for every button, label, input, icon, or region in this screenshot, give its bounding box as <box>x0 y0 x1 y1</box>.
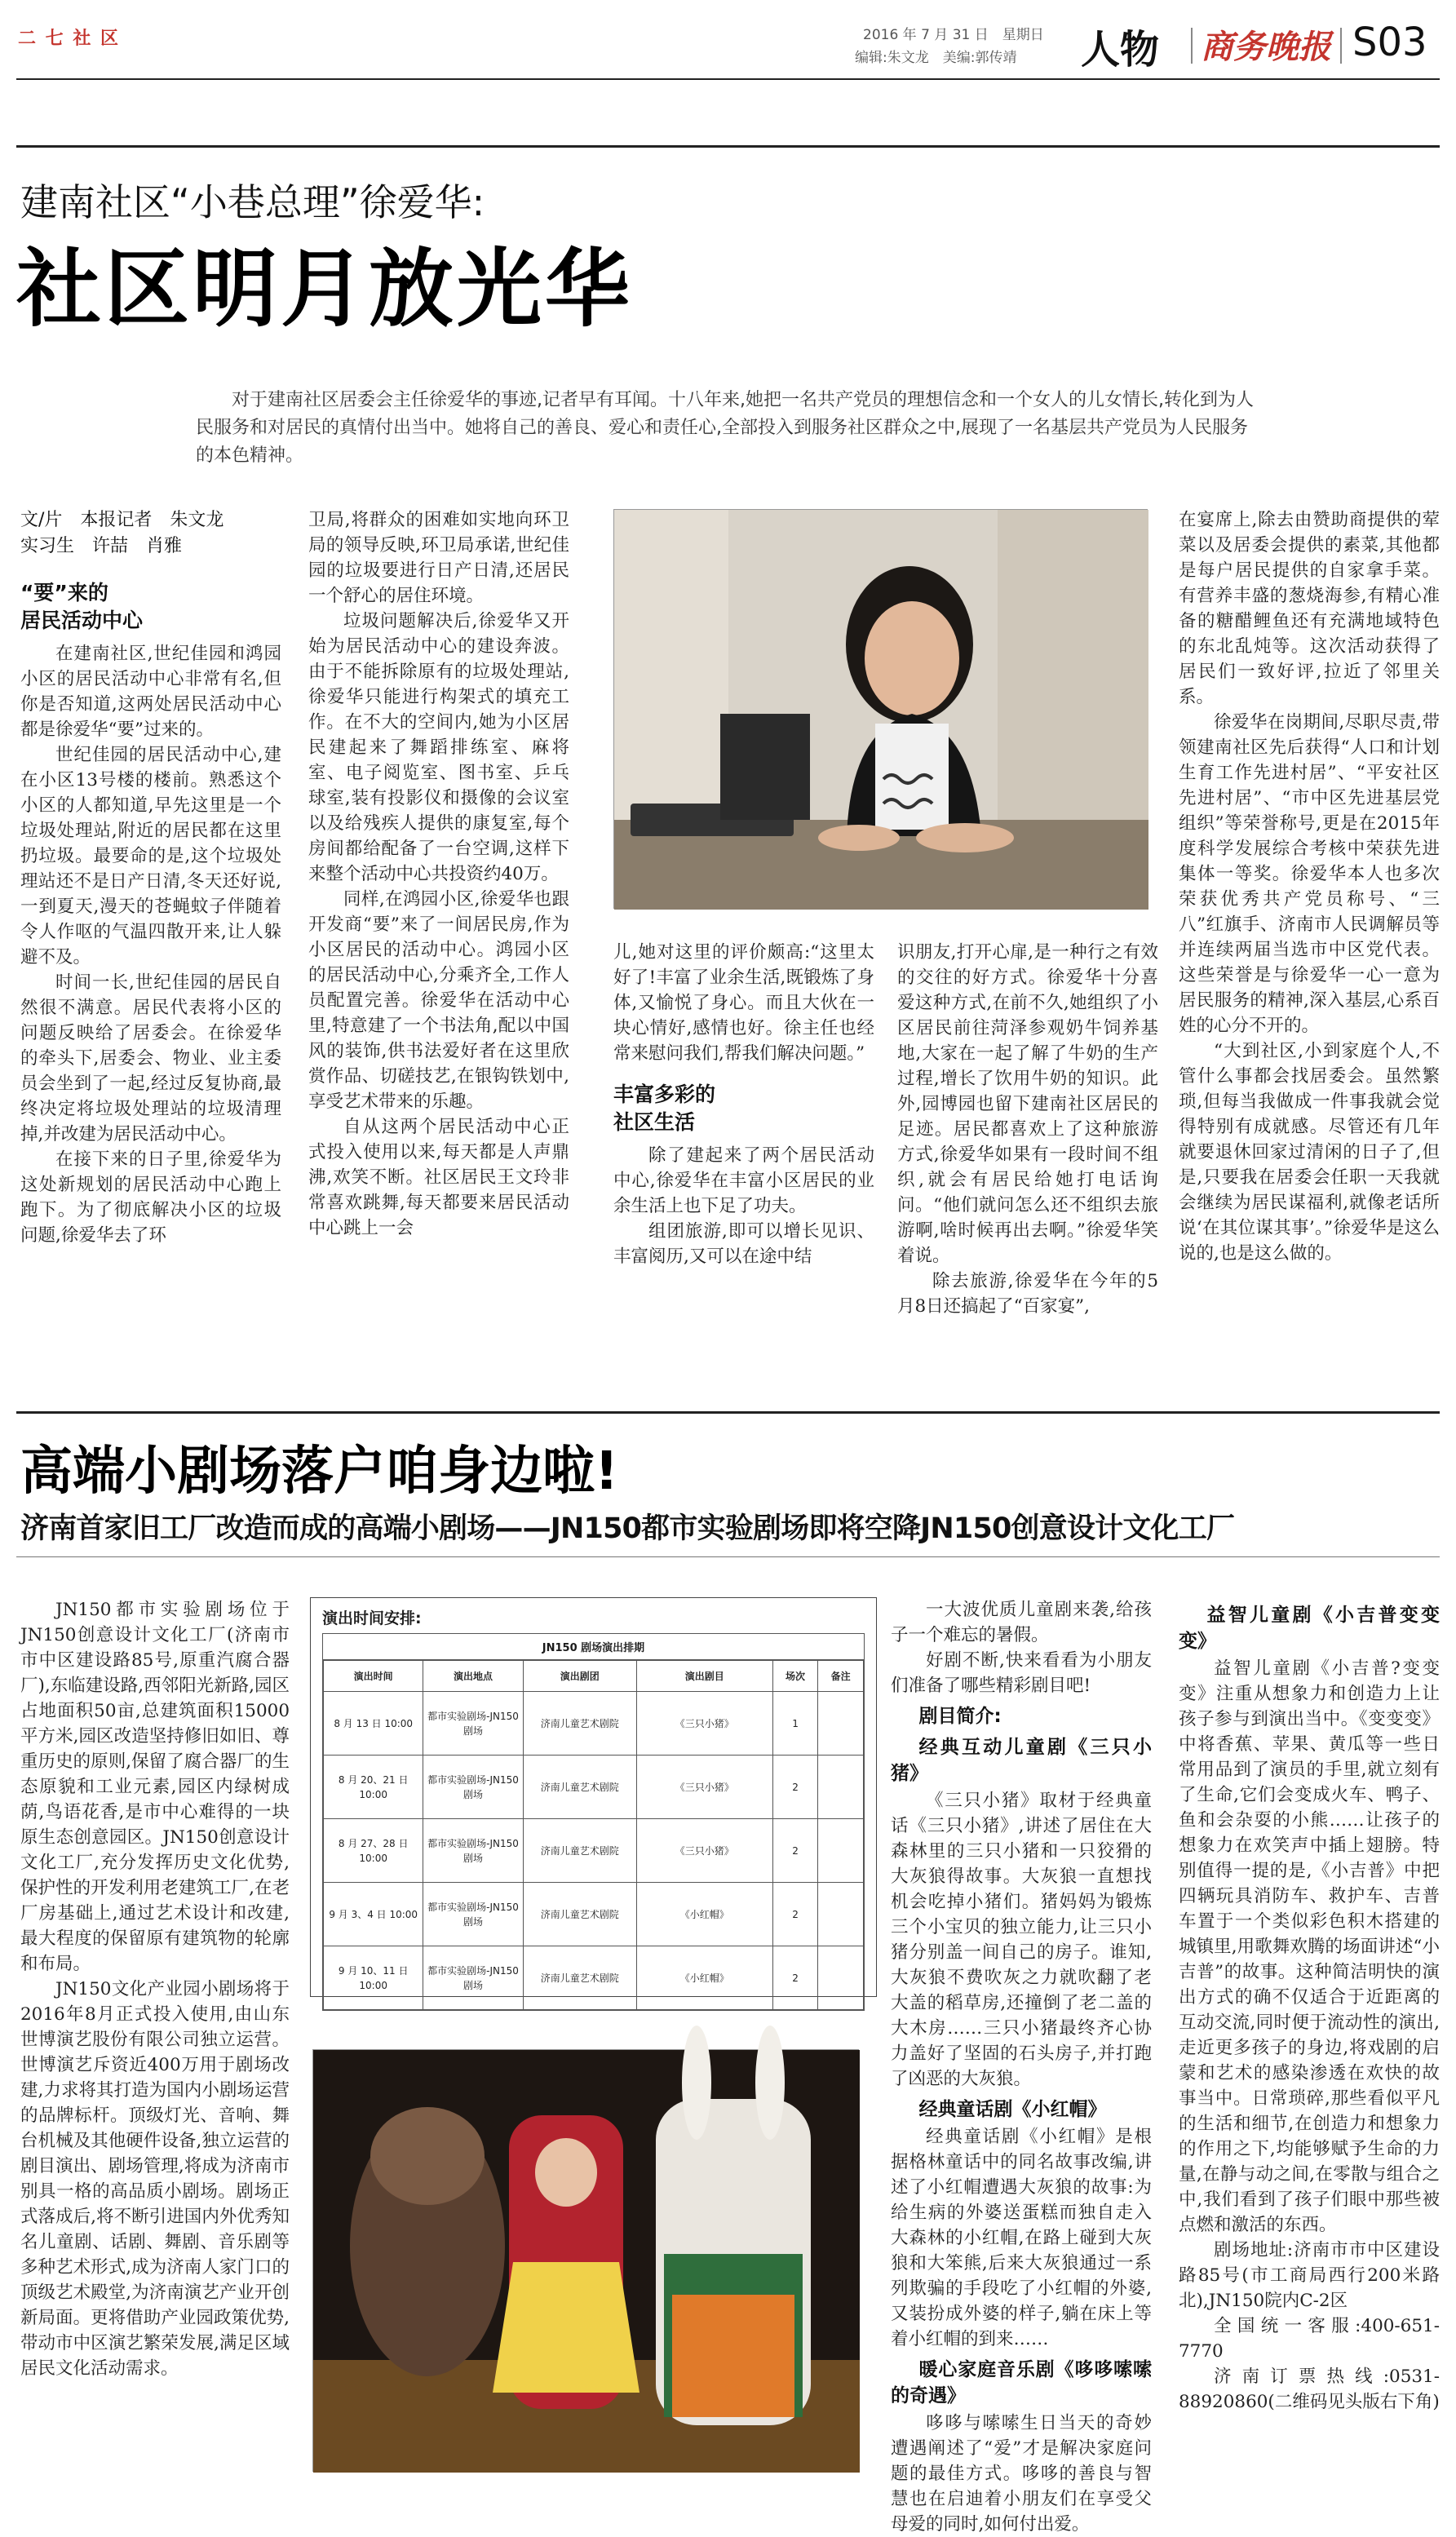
article1-col2 <box>308 507 569 1241</box>
a1-c5-p0: 在宴席上,除去由赞助商提供的荤菜以及居委会提供的素菜,其他都是每户居民提供的自家拿手菜。有营养丰盛的葱烧海参,有精心准备的糖醋鲤鱼还有充满地域特色的东北乱炖等。这次活动获得了居民们一致好评,拉近了邻里关系。 <box>1179 510 1440 707</box>
page-number: S03 <box>1352 20 1427 65</box>
article1-kicker: 建南社区“小巷总理”徐爱华: <box>20 180 485 224</box>
header-divider-1 <box>1191 28 1193 64</box>
cell: 《三只小猪》 <box>636 1692 772 1756</box>
cell: 9 月 10、11 日 10:00 <box>324 1946 423 2010</box>
editors-line: 编辑:朱文龙 美编:郭传靖 <box>855 50 1017 66</box>
table-row <box>324 1883 864 1946</box>
cell: 1 <box>772 1692 818 1756</box>
article1-top-rule <box>16 145 1440 148</box>
table-row <box>324 1756 864 1819</box>
a1-c2-p1: 垃圾问题解决后,徐爱华又开始为居民活动中心的建设奔波。由于不能拆除原有的垃圾处理站,徐爱华只能进行构架式的填充工作。在不大的空间内,她为小区居民建起来了舞蹈排练室、麻将室、电子阅览室、图书室、乒乓球室,装有投影仪和摄像的会议室以及给残疾人提供的康复室,每个房间都给配备了一台空调,这样下来整个活动中心共投资约40万。 <box>308 611 569 884</box>
a1-c5-p2: “大到社区,小到家庭个人,不管什么事都会找居委会。虽然繁琐,但每当我做成一件事我就会觉得特别有成就感。尽管还有几年就要退休回家过清闲的日子了,但是,只要我在居委会任职一天我就会继续为居民谋福利,就像老话所说‘在其位谋其事’。”徐爱华是这么说的,也是这么做的。 <box>1179 1041 1440 1264</box>
stage-photo <box>312 2049 859 2472</box>
cell: 都市实验剧场-JN150 剧场 <box>423 1883 523 1946</box>
cell: 2 <box>772 1819 818 1883</box>
article1-lead: 对于建南社区居委会主任徐爱华的事迹,记者早有耳闻。十八年来,她把一名共产党员的理想信念和一个女人的儿女情长,转化到为人民服务和对居民的真情付出当中。她将自己的善良、爱心和责任心,全部投入到服务社区群众之中,展现了一名基层共产党员为人民服务的本色精神。 <box>196 390 1254 466</box>
a1-c2-p2: 同样,在鸿园小区,徐爱华也跟开发商“要”来了一间居民房,作为小区居民的活动中心。鸿园小区的居民活动中心,分乘齐全,工作人员配置完善。徐爱华在活动中心里,特意建了一个书法角,配以中国风的装饰,供书法爱好者在这里欣赏作品、切磋技艺,在银钩铁划中,享受艺术带来的乐趣。 <box>308 889 569 1112</box>
section-label: 二 七 社 区 <box>18 29 120 49</box>
article2-col4 <box>1179 1597 1440 2415</box>
cell: 济南儿童艺术剧院 <box>523 1883 636 1946</box>
cell <box>818 1946 864 2010</box>
cell: 《三只小猪》 <box>636 1819 772 1883</box>
cell <box>818 1883 864 1946</box>
subheading-1: “要”来的 居民活动中心 <box>20 581 144 632</box>
article2-sub-rule <box>16 1556 1440 1557</box>
article1-col4 <box>897 940 1158 1319</box>
a1-c5-p1: 徐爱华在岗期间,尽职尽责,带领建南社区先后获得“人口和计划生育工作先进村居”、“平安社区先进村居”、“市中区先进基层党组织”等荣誉称号,更是在2015年度科学发展综合考核中荣获先进集体一等奖。徐爱华本人也多次荣获优秀共产党员称号、“三八”红旗手、济南市人民调解员等并连续两届当选市中区党代表。这些荣誉是与徐爱华一心一意为居民服务的精神,深入基层,心系百姓的心分不开的。 <box>1179 712 1440 1036</box>
th-note: 备注 <box>818 1661 864 1692</box>
a1-c3-p1: 除了建起来了两个居民活动中心,徐爱华在丰富小区居民的业余生活上也下足了功夫。 <box>613 1145 874 1216</box>
schedule-table <box>323 1660 864 2010</box>
a1-c4-p0: 识朋友,打开心扉,是一种行之有效的交往的好方式。徐爱华十分喜爱这种方式,在前不久,她组织了小区居民前往菏泽参观奶牛饲养基地,大家在一起了解了牛奶的生产过程,增长了饮用牛奶的知识。此外,园博园也留下建南社区居民的足迹。居民都喜欢上了这种旅游方式,徐爱华如果有一段时间不组织,就会有居民给她打电话询问。“他们就问怎么还不组织去旅游啊,啥时候再出去啊。”徐爱华笑着说。 <box>897 942 1158 1266</box>
cell: 济南儿童艺术剧院 <box>523 1819 636 1883</box>
cell: 8 月 20、21 日 10:00 <box>324 1756 423 1819</box>
cell: 《小红帽》 <box>636 1883 772 1946</box>
article1-col3 <box>613 940 874 1269</box>
show3-title: 暖心家庭音乐剧《哆哆嗦嗦的奇遇》 <box>891 2359 1152 2406</box>
cell <box>818 1756 864 1819</box>
portrait-photo <box>613 509 1148 909</box>
a1-c3-p0: 儿,她对这里的评价颇高:“这里太好了!丰富了业余生活,既锻炼了身体,又愉悦了身心。而且大伙在一块心情好,感情也好。徐主任也经常来慰问我们,帮我们解决问题。” <box>613 942 874 1064</box>
cell: 8 月 27、28 日 10:00 <box>324 1819 423 1883</box>
th-troupe: 演出剧团 <box>523 1661 636 1692</box>
cell: 都市实验剧场-JN150 剧场 <box>423 1692 523 1756</box>
show4-text: 益智儿童剧《小吉普?变变变》注重从想象力和创造力上让孩子参与到演出当中。《变变变》中将香蕉、苹果、黄瓜等一些日常用品到了演员的手里,就立刻有了生命,它们会变成火车、鸭子、鱼和会杂耍的小熊……让孩子的想象力在欢笑声中插上翅膀。特别值得一提的是,《小吉普》中把四辆玩具消防车、救护车、吉普车置于一个类似彩色积木搭建的城镇里,用歌舞欢腾的场面讲述“小吉普”的故事。这种简洁明快的演出方式的确不仅适合于近距离的互动交流,同时便于流动性的演出,走近更多孩子的身边,将戏剧的启蒙和艺术的感染渗透在欢快的故事当中。日常琐碎,那些看似平凡的生活和细节,在创造力和想象力的作用之下,均能够赋予生命的力量,在静与动之间,在零散与组合之中,我们看到了孩子们眼中那些被点燃和激活的东西。 <box>1179 1658 1440 2235</box>
cell: 《小红帽》 <box>636 1946 772 2010</box>
show3-text: 哆哆与嗦嗦生日当天的奇妙遭遇阐述了“爱”才是解决家庭问题的最佳方式。哆哆的善良与智慧也在启迪着小朋友们在享受父母爱的同时,如何付出爱。 <box>891 2413 1152 2535</box>
cell: 8 月 13 日 10:00 <box>324 1692 423 1756</box>
a1-c3-p2: 组团旅游,即可以增长见识、丰富阅历,又可以在途中结 <box>613 1221 874 1267</box>
a2-c1-p1: JN150文化产业园小剧场将于2016年8月正式投入使用,由山东世博演艺股份有限公司独立运营。世博演艺斥资近400万用于剧场改建,力求将其打造为国内小剧场运营的品牌标杆。顶级灯光、音响、舞台机械及其他硬件设备,独立运营的剧目演出、剧场管理,将成为济南市别具一格的高品质小剧场。剧场正式落成后,将不断引进国内外优秀知名儿童剧、话剧、舞剧、音乐剧等多种艺术形式,成为济南人家门口的顶级艺术殿堂,为济南演艺产业开创新局面。更将借助产业园政策优势,带动市中区演艺繁荣发展,满足区域居民文化活动需求。 <box>20 1979 290 2379</box>
cell: 济南儿童艺术剧院 <box>523 1756 636 1819</box>
cell: 9 月 3、4 日 10:00 <box>324 1883 423 1946</box>
th-time: 演出时间 <box>324 1661 423 1692</box>
schedule-box <box>310 1597 877 1997</box>
a2-intro2: 好剧不断,快来看看为小朋友们准备了哪些精彩剧目吧! <box>891 1650 1152 1696</box>
header-rule <box>16 78 1440 80</box>
cell: 2 <box>772 1883 818 1946</box>
a2-intro: 一大波优质儿童剧来袭,给孩子一个难忘的暑假。 <box>891 1600 1152 1645</box>
a1-c1-p3: 在接下来的日子里,徐爱华为这处新规划的居民活动中心跑上跑下。为了彻底解决小区的垃圾问题,徐爱华去了环 <box>20 1149 281 1246</box>
show4-title: 益智儿童剧《小吉普变变变》 <box>1179 1605 1440 1652</box>
article1-col1 <box>20 507 281 1248</box>
article2-col3 <box>891 1597 1152 2537</box>
header-divider-2 <box>1340 28 1342 64</box>
table-row <box>324 1946 864 2010</box>
table-title: JN150 剧场演出排期 <box>323 1634 864 1660</box>
article2-subhead: 济南首家旧工厂改造而成的高端小剧场——JN150都市实验剧场即将空降JN150创意设计文化工厂 <box>20 1512 1235 1545</box>
a1-c1-p1: 世纪佳园的居民活动中心,建在小区13号楼的楼前。熟悉这个小区的人都知道,早先这里是一个垃圾处理站,附近的居民都在这里扔垃圾。最要命的是,这个垃圾处理站还不是日产日清,冬天还好说,一到夏天,漫天的苍蝇蚊子伴随着令人作呕的气温四散开来,让人躲避不及。 <box>20 745 281 967</box>
article2-top-rule <box>16 1411 1440 1414</box>
ticket-line: 济南订票热线:0531-88920860(二维码见头版右下角) <box>1179 2367 1440 2412</box>
table-row <box>324 1692 864 1756</box>
th-count: 场次 <box>772 1661 818 1692</box>
cell <box>818 1692 864 1756</box>
intro-label: 剧目简介: <box>918 1706 1002 1727</box>
paper-logo: 商务晚报 <box>1201 28 1331 66</box>
article2-col1 <box>20 1597 290 2381</box>
a2-c1-p0: JN150都市实验剧场位于JN150创意设计文化工厂(济南市市中区建设路85号,原重汽腐合器厂),东临建设路,西邻阳光新路,园区占地面积50亩,总建筑面积15000平方米,园区改造坚持修旧如旧、尊重历史的原则,保留了腐合器厂的生态原貌和工业元素,园区内绿树成荫,鸟语花香,是市中心难得的一块原生态创意园区。JN150创意设计文化工厂,充分发挥历史文化优势,保护性的开发利用老建筑工厂,在老厂房基础上,通过艺术设计和改建,最大程度的保留原有建筑物的轮廓和布局。 <box>20 1600 290 1974</box>
a1-c4-p1: 除去旅游,徐爱华在今年的5月8日还搞起了“百家宴”, <box>897 1271 1158 1317</box>
byline: 文/片 本报记者 朱文龙 实习生 许喆 肖雅 <box>20 510 224 556</box>
cell: 2 <box>772 1756 818 1819</box>
show1-text: 《三只小猪》取材于经典童话《三只小猪》,讲述了居住在大森林里的三只小猪和一只狡猾的大灰狼得故事。大灰狼一直想找机会吃掉小猪们。猪妈妈为锻炼三个小宝贝的独立能力,让三只小猪分别盖一间自己的房子。谁知,大灰狼不费吹灰之力就吹翻了老大盖的稻草房,还撞倒了老二盖的大木房……三只小猪最终齐心协力盖好了坚固的石头房子,并打跑了凶恶的大灰狼。 <box>891 1791 1152 2089</box>
date-line: 2016 年 7 月 31 日 星期日 <box>863 27 1044 43</box>
cell: 2 <box>772 1946 818 2010</box>
th-show: 演出剧目 <box>636 1661 772 1692</box>
cell <box>818 1819 864 1883</box>
hotline: 全国统一客服:400-651-7770 <box>1179 2316 1440 2362</box>
a1-c1-p2: 时间一长,世纪佳园的居民自然很不满意。居民代表将小区的问题反映给了居委会。在徐爱华的牵头下,居委会、物业、业主委员会坐到了一起,经过反复协商,最终决定将垃圾处理站的垃圾清理掉,并改建为居民活动中心。 <box>20 972 281 1145</box>
column-title: 人物 <box>1081 27 1160 73</box>
cell: 都市实验剧场-JN150 剧场 <box>423 1756 523 1819</box>
theater-address: 剧场地址:济南市市中区建设路85号(市工商局西行200米路北),JN150院内C-2区 <box>1179 2240 1440 2311</box>
cell: 济南儿童艺术剧院 <box>523 1692 636 1756</box>
cell: 都市实验剧场-JN150 剧场 <box>423 1946 523 2010</box>
th-venue: 演出地点 <box>423 1661 523 1692</box>
a1-c1-p0: 在建南社区,世纪佳园和鸿园小区的居民活动中心非常有名,但你是否知道,这两处居民活动中心都是徐爱华“要”过来的。 <box>20 644 281 740</box>
schedule-title: 演出时间安排: <box>322 1609 422 1627</box>
stage-illustration <box>313 2050 860 2473</box>
a1-c2-p3: 自从这两个居民活动中心正式投入使用以来,每天都是人声鼎沸,欢笑不断。社区居民王文玲非常喜欢跳舞,每天都要来居民活动中心跳上一会 <box>308 1117 569 1238</box>
a1-c2-p0: 卫局,将群众的困难如实地向环卫局的领导反映,环卫局承诺,世纪佳园的垃圾要进行日产日清,还居民一个舒心的居住环境。 <box>308 510 569 606</box>
show2-text: 经典童话剧《小红帽》是根据格林童话中的同名故事改编,讲述了小红帽遭遇大灰狼的故事:为给生病的外婆送蛋糕而独自走入大森林的小红帽,在路上碰到大灰狼和大笨熊,后来大灰狼通过一系列欺骗的手段吃了小红帽的外婆,又装扮成外婆的样子,躺在床上等着小红帽的到来…… <box>891 2127 1152 2349</box>
show2-title: 经典童话剧《小红帽》 <box>918 2099 1107 2120</box>
cell: 《三只小猪》 <box>636 1756 772 1819</box>
article1-col5 <box>1179 507 1440 1266</box>
article2-headline: 高端小剧场落户咱身边啦! <box>20 1441 619 1502</box>
portrait-illustration <box>614 510 1148 910</box>
subheading-2: 丰富多彩的 社区生活 <box>613 1083 716 1134</box>
cell: 都市实验剧场-JN150 剧场 <box>423 1819 523 1883</box>
show1-title: 经典互动儿童剧《三只小猪》 <box>891 1737 1152 1784</box>
table-row <box>324 1819 864 1883</box>
cell: 济南儿童艺术剧院 <box>523 1946 636 2010</box>
article1-headline: 社区明月放光华 <box>16 239 634 339</box>
